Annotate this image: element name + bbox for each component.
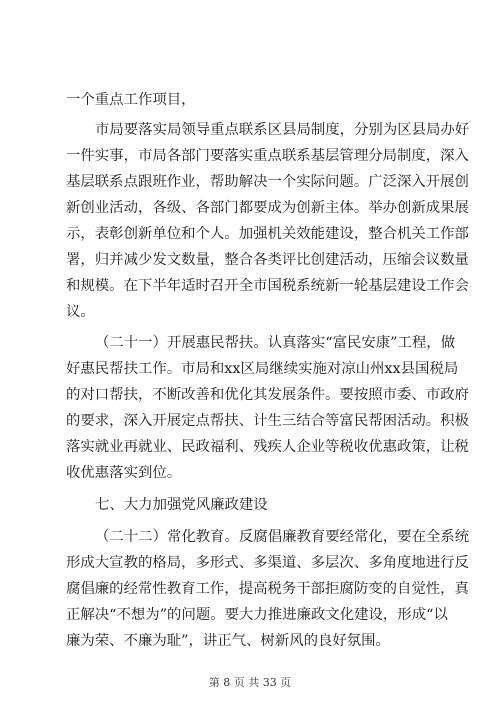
text-line: 形成大宣教的格局，多形式、多渠道、多层次、多角度地进行反 <box>66 555 469 571</box>
text-line: 和规模。在下半年适时召开全市国税系统新一轮基层建设工作会 <box>66 278 469 294</box>
text-line: 腐倡廉的经常性教育工作，提高税务干部拒腐防变的自觉性，真 <box>66 581 469 597</box>
text-line: 一件实事，市局各部门要落实重点联系基层管理分局制度，深入 <box>66 148 469 164</box>
text-line: 的要求，深入开展定点帮扶、计生三结合等富民帮困活动。积极 <box>66 413 469 429</box>
text-line: （二十二）常化教育。反腐倡廉教育要经常化，要在全系统 <box>95 529 470 545</box>
text-line: 基层联系点跟班作业，帮助解决一个实际问题。广泛深入开展创 <box>66 174 469 190</box>
text-line: （二十一）开展惠民帮扶。认真落实“富民安康”工程，做 <box>95 335 456 351</box>
text-line: 廉为荣、不廉为耻”，讲正气、树新风的良好氛围。 <box>66 633 390 649</box>
text-line: 新创业活动，各级、各部门都要成为创新主体。举办创新成果展 <box>66 200 469 216</box>
page-footer: 第 8 页 共 33 页 <box>208 676 292 689</box>
text-line: 市局要落实局领导重点联系区县局制度，分别为区县局办好 <box>95 122 470 138</box>
section-heading: 七、大力加强党风廉政建设 <box>95 497 268 513</box>
text-line: 一个重点工作项目， <box>66 92 196 108</box>
text-line: 正解决“不想为”的问题。要大力推进廉政文化建设，形成“以 <box>66 607 448 623</box>
text-line: 好惠民帮扶工作。市局和xx区局继续实施对凉山州xx县国税局 <box>66 361 459 377</box>
text-line: 收优惠落实到位。 <box>66 465 182 481</box>
text-line: 落实就业再就业、民政福利、残疾人企业等税收优惠政策，让税 <box>66 439 469 455</box>
text-line: 议。 <box>66 304 95 320</box>
text-line: 署，归并减少发文数量，整合各类评比创建活动，压缩会议数量 <box>66 252 469 268</box>
text-line: 示，表彰创新单位和个人。加强机关效能建设，整合机关工作部 <box>66 226 469 242</box>
text-line: 的对口帮扶，不断改善和优化其发展条件。要按照市委、市政府 <box>66 387 469 403</box>
